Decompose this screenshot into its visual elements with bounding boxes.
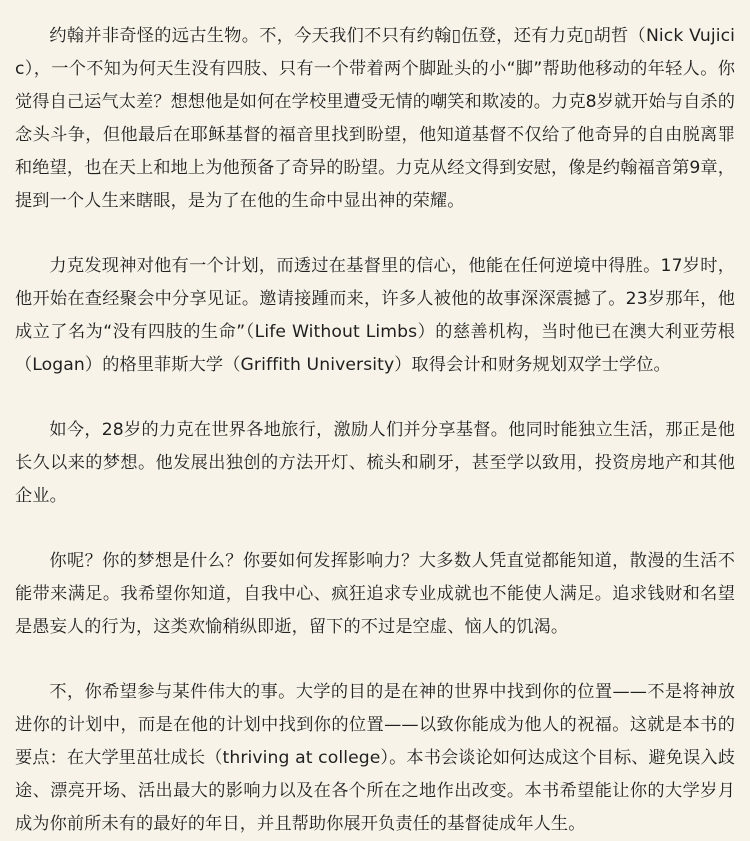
paragraph-your-dream: 你呢？你的梦想是什么？你要如何发挥影响力？大多数人凭直觉都能知道，散漫的生活不能带来满足。我希望你知道，自我中心、疯狂追求专业成就也不能使人满足。追求钱财和名望是愚妄人的行为，这类欢愉稍纵即逝，留下的不过是空虚、恼人的饥渴。 <box>15 551 735 637</box>
paragraph-nick-calling: 力克发现神对他有一个计划，而透过在基督里的信心，他能在任何逆境中得胜。17岁时，他开始在查经聚会中分享见证。邀请接踵而来，许多人被他的故事深深震撼了。23岁那年，他成立了名为“没有四肢的生命”（Life Without Limbs）的慈善机构，当时他已在澳大利亚劳根（Logan）的格里菲斯大学（Griffith University）取得会计和财务规划双学士学位。 <box>15 256 735 375</box>
paragraph-nick-intro: 约翰并非奇怪的远古生物。不，今天我们不只有约翰▯伍登，还有力克▯胡哲（Nick Vujicic），一个不知为何天生没有四肢、只有一个带着两个脚趾头的小“脚”帮助他移动的年轻人。你觉得自己运气太差？想想他是如何在学校里遭受无情的嘲笑和欺凌的。力克8岁就开始与自杀的念头斗争，但他最后在耶稣基督的福音里找到盼望，他知道基督不仅给了他奇异的自由脱离罪和绝望，也在天上和地上为他预备了奇异的盼望。力克从经文得到安慰，像是约翰福音第9章，提到一个人生来瞎眼，是为了在他的生命中显出神的荣耀。 <box>15 26 735 211</box>
paragraph-book-purpose: 不，你希望参与某件伟大的事。大学的目的是在神的世界中找到你的位置——不是将神放进你的计划中，而是在他的计划中找到你的位置——以致你能成为他人的祝福。这就是本书的要点：在大学里茁壮成长（thriving at college）。本书会谈论如何达成这个目标、避免误入歧途、漂亮开场、活出最大的影响力以及在各个所在之地作出改变。本书希望能让你的大学岁月成为你前所未有的最好的年日，并且帮助你展开负责任的基督徒成年人生。 <box>15 682 735 834</box>
paragraph-nick-today: 如今，28岁的力克在世界各地旅行，激励人们并分享基督。他同时能独立生活，那正是他长久以来的梦想。他发展出独创的方法开灯、梳头和刷牙，甚至学以致用，投资房地产和其他企业。 <box>15 420 735 506</box>
